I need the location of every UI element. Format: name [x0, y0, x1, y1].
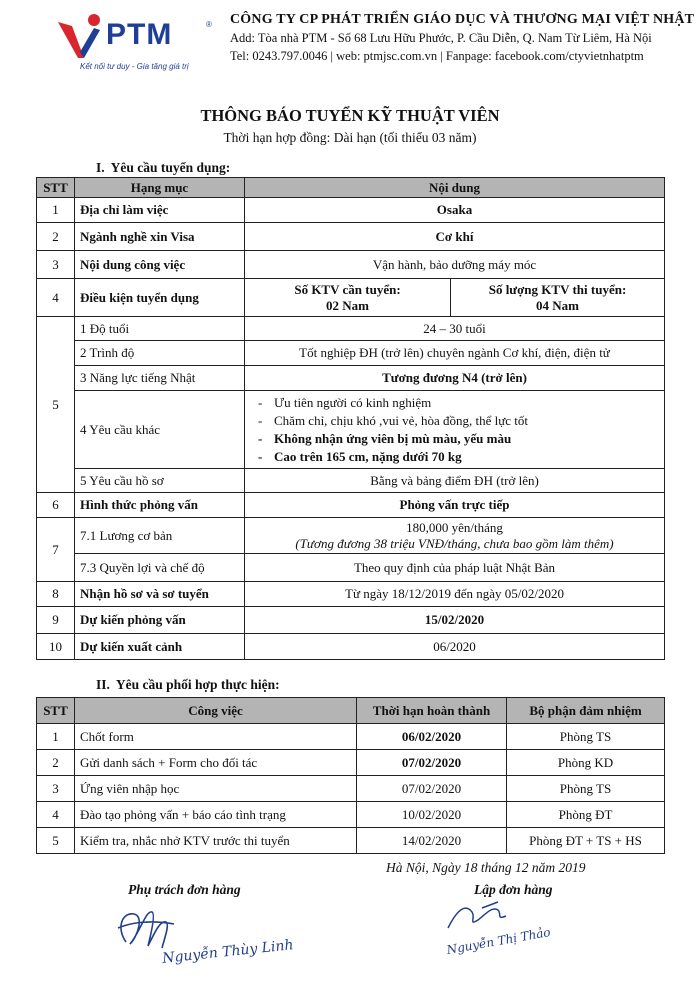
company-name: CÔNG TY CP PHÁT TRIỂN GIÁO DỤC VÀ THƯƠNG MẠI VIỆT NHẬT: [230, 12, 695, 27]
logo-wordmark: PTM: [106, 18, 173, 51]
section-1-number: I.: [96, 160, 105, 175]
row-department: Phòng TS: [507, 776, 665, 802]
table-row: [37, 279, 665, 317]
row-task: Đào tạo phỏng vấn + báo cáo tình trạng: [75, 802, 357, 828]
row-value: Theo quy định của pháp luật Nhật Bản: [245, 554, 665, 582]
row-value: Osaka: [245, 198, 665, 223]
header-stt: STT: [37, 698, 75, 724]
table-row: [37, 223, 665, 251]
row-label: Điều kiện tuyển dụng: [75, 279, 245, 317]
table-row: [37, 198, 665, 223]
row-department: Phòng KD: [507, 750, 665, 776]
row-label: Dự kiến phỏng vấn: [75, 607, 245, 634]
table-row: [37, 802, 665, 828]
other-requirements-cell: [245, 391, 665, 469]
table-header-row: [37, 178, 665, 198]
table-row: [37, 493, 665, 518]
row-value: 24 – 30 tuổi: [245, 317, 665, 341]
row-value: Tương đương N4 (trở lên): [245, 366, 665, 391]
table-row: [37, 469, 665, 493]
table-row: [37, 724, 665, 750]
section-1-label: Yêu cầu tuyển dụng:: [110, 160, 231, 175]
row-stt: 7: [37, 518, 75, 582]
salary-value: 180,000 yên/tháng: [406, 519, 503, 535]
table-row: [37, 607, 665, 634]
row-label: Nhận hồ sơ và sơ tuyển: [75, 582, 245, 607]
section-2-label: Yêu cầu phối hợp thực hiện:: [115, 677, 280, 692]
list-item: - Ưu tiên người có kinh nghiệm: [258, 394, 659, 412]
technicians-needed-value: 02 Nam: [326, 297, 369, 313]
row-label: 7.3 Quyền lợi và chế độ: [75, 554, 245, 582]
row-stt: 3: [37, 251, 75, 279]
row-deadline: 07/02/2020: [357, 750, 507, 776]
table-row: [37, 251, 665, 279]
technicians-exam-cell: [451, 279, 665, 317]
document-title: THÔNG BÁO TUYỂN KỸ THUẬT VIÊN: [200, 106, 500, 125]
row-label: 2 Trình độ: [75, 341, 245, 366]
row-deadline: 14/02/2020: [357, 828, 507, 854]
other-requirements-list: [250, 394, 659, 466]
row-label: 4 Yêu cầu khác: [75, 391, 245, 469]
technicians-exam-value: 04 Nam: [536, 297, 579, 313]
logo-figure-icon: [54, 12, 114, 62]
table-row: [37, 554, 665, 582]
list-item: - Chăm chỉ, chịu khó ,vui vẻ, hòa đồng, thể lực tốt: [258, 412, 659, 430]
row-stt: 1: [37, 724, 75, 750]
technicians-needed-cell: [245, 279, 451, 317]
row-stt: 5: [37, 828, 75, 854]
row-label: Nội dung công việc: [75, 251, 245, 279]
table-row: [37, 341, 665, 366]
salary-cell: [245, 518, 665, 554]
row-deadline: 10/02/2020: [357, 802, 507, 828]
manager-name: Nguyễn Thùy Linh: [161, 937, 295, 967]
table-row: [37, 750, 665, 776]
row-task: Chốt form: [75, 724, 357, 750]
header-department: Bộ phận đảm nhiệm: [507, 698, 665, 724]
issue-date: Hà Nội, Ngày 18 tháng 12 năm 2019: [386, 860, 586, 875]
row-department: Phòng TS: [507, 724, 665, 750]
header-content: Nội dung: [245, 178, 665, 198]
row-value: Bằng và bảng điểm ĐH (trở lên): [245, 469, 665, 493]
header-deadline: Thời hạn hoàn thành: [357, 698, 507, 724]
row-stt: 9: [37, 607, 75, 634]
row-value: Từ ngày 18/12/2019 đến ngày 05/02/2020: [245, 582, 665, 607]
row-value: 15/02/2020: [245, 607, 665, 634]
row-label: 3 Năng lực tiếng Nhật: [75, 366, 245, 391]
row-task: Kiểm tra, nhắc nhở KTV trước thi tuyển: [75, 828, 357, 854]
row-value: 06/2020: [245, 634, 665, 660]
company-contact: Tel: 0243.797.0046 | web: ptmjsc.com.vn | Fanpage: facebook.com/ctyvietnhatptm: [230, 49, 644, 63]
creator-name: Nguyễn Thị Thảo: [445, 924, 552, 958]
row-label: 1 Độ tuổi: [75, 317, 245, 341]
row-department: Phòng ĐT + TS + HS: [507, 828, 665, 854]
row-stt: 3: [37, 776, 75, 802]
technicians-exam-label: Số lượng KTV thi tuyển:: [488, 281, 627, 297]
header-task: Công việc: [75, 698, 357, 724]
header-category: Hạng mục: [75, 178, 245, 198]
table-header-row: [37, 698, 665, 724]
table-row: [37, 776, 665, 802]
salary-note: (Tương đương 38 triệu VNĐ/tháng, chưa bao gồm làm thêm): [295, 535, 614, 551]
row-stt: 2: [37, 750, 75, 776]
row-label: Hình thức phỏng vấn: [75, 493, 245, 518]
table-row: [37, 634, 665, 660]
row-task: Gửi danh sách + Form cho đối tác: [75, 750, 357, 776]
table-row: [37, 366, 665, 391]
order-manager-role: Phụ trách đơn hàng: [128, 882, 241, 897]
table-row: [37, 518, 665, 554]
section-2-number: II.: [96, 677, 110, 692]
row-deadline: 07/02/2020: [357, 776, 507, 802]
row-label: 5 Yêu cầu hồ sơ: [75, 469, 245, 493]
contract-term: Thời hạn hợp đồng: Dài hạn (tối thiểu 03 năm): [223, 130, 477, 145]
recruitment-requirements-table: [36, 177, 665, 660]
row-stt: 1: [37, 198, 75, 223]
registered-mark: ®: [206, 20, 212, 29]
row-deadline: 06/02/2020: [357, 724, 507, 750]
row-stt: 8: [37, 582, 75, 607]
company-address: Add: Tòa nhà PTM - Số 68 Lưu Hữu Phước, P. Cầu Diễn, Q. Nam Từ Liêm, Hà Nội: [230, 31, 652, 45]
list-item: - Không nhận ứng viên bị mù màu, yếu màu: [258, 430, 659, 448]
row-label: Dự kiến xuất cảnh: [75, 634, 245, 660]
row-label: Địa chỉ làm việc: [75, 198, 245, 223]
row-stt: 2: [37, 223, 75, 251]
letterhead: [54, 12, 695, 82]
row-value: Vận hành, bảo dưỡng máy móc: [245, 251, 665, 279]
row-value: Tốt nghiệp ĐH (trở lên) chuyên ngành Cơ khí, điện, điện tử: [245, 341, 665, 366]
table-row: [37, 391, 665, 469]
logo-slogan: Kết nối tư duy - Gia tăng giá trị: [80, 62, 189, 71]
row-stt: 10: [37, 634, 75, 660]
company-logo: [54, 12, 214, 82]
table-row: [37, 582, 665, 607]
row-stt: 6: [37, 493, 75, 518]
table-row: [37, 317, 665, 341]
row-label: Ngành nghề xin Visa: [75, 223, 245, 251]
coordination-table: [36, 697, 665, 854]
row-department: Phòng ĐT: [507, 802, 665, 828]
order-creator-role: Lập đơn hàng: [474, 882, 553, 897]
row-stt: 4: [37, 279, 75, 317]
section-1-heading: [96, 160, 230, 176]
row-stt: 5: [37, 317, 75, 493]
header-stt: STT: [37, 178, 75, 198]
row-stt: 4: [37, 802, 75, 828]
table-row: [37, 828, 665, 854]
row-task: Ứng viên nhập học: [75, 776, 357, 802]
technicians-needed-label: Số KTV cần tuyển:: [294, 281, 401, 297]
section-2-heading: [96, 677, 280, 693]
company-info: [230, 12, 695, 64]
row-value: Cơ khí: [245, 223, 665, 251]
row-value: Phỏng vấn trực tiếp: [245, 493, 665, 518]
row-label: 7.1 Lương cơ bản: [75, 518, 245, 554]
list-item: - Cao trên 165 cm, nặng dưới 70 kg: [258, 448, 659, 466]
